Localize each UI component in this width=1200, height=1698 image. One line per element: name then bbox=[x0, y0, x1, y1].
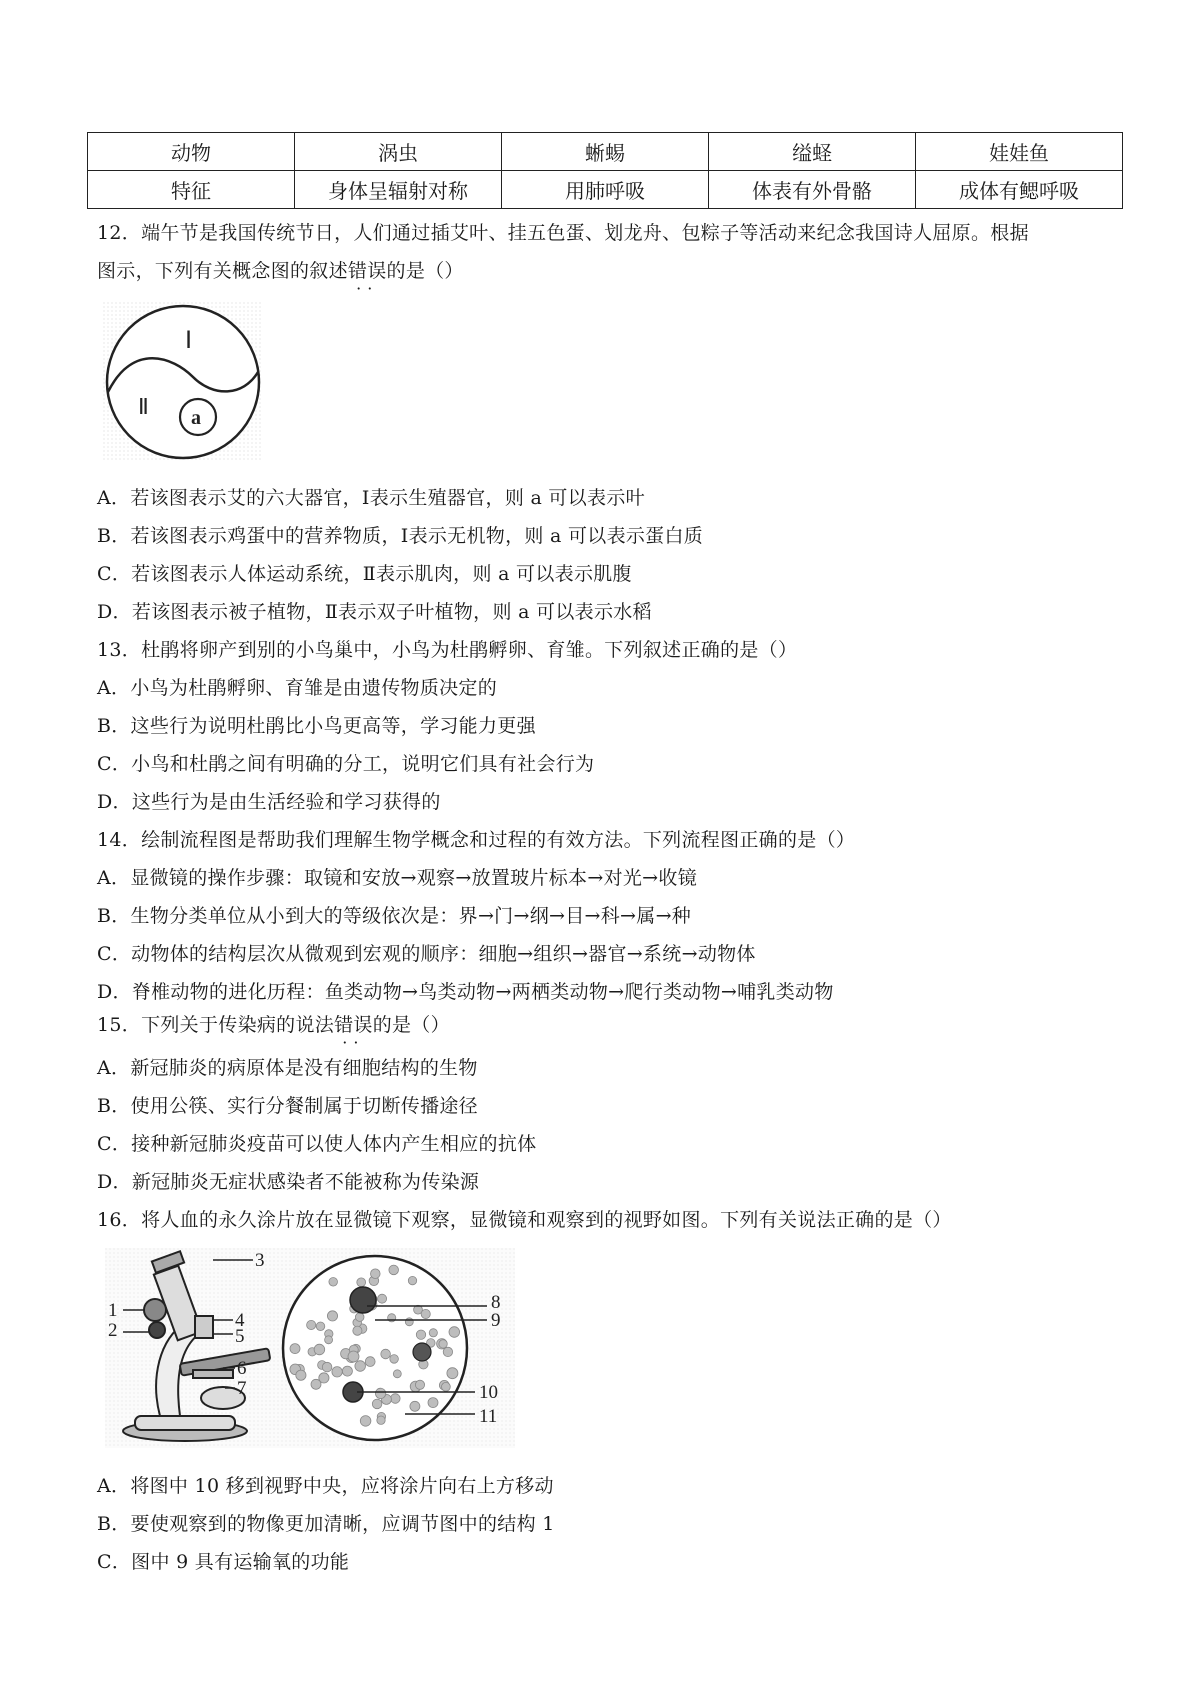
red-blood-cell bbox=[371, 1269, 381, 1279]
red-blood-cell bbox=[377, 1416, 385, 1424]
red-blood-cell bbox=[360, 1416, 371, 1427]
red-blood-cell bbox=[405, 1318, 413, 1326]
q13-option-c: C．小鸟和杜鹃之间有明确的分工，说明它们具有社会行为 bbox=[97, 753, 595, 775]
q16-option-a: A．将图中 10 移到视野中央，应将涂片向右上方移动 bbox=[97, 1475, 554, 1497]
table-cell: 身体呈辐射对称 bbox=[295, 171, 502, 209]
q15-option-d: D．新冠肺炎无症状感染者不能被称为传染源 bbox=[97, 1171, 480, 1193]
q12-emphasis: 错误 ·· bbox=[347, 260, 387, 298]
table-cell: 特征 bbox=[88, 171, 295, 209]
red-blood-cell bbox=[307, 1320, 316, 1329]
red-blood-cell bbox=[447, 1368, 458, 1379]
table-cell: 缢蛏 bbox=[709, 133, 916, 171]
red-blood-cell bbox=[322, 1362, 332, 1372]
red-blood-cell bbox=[290, 1344, 300, 1354]
red-blood-cell bbox=[439, 1340, 447, 1348]
red-blood-cell bbox=[442, 1382, 451, 1391]
q12-option-b: B．若该图表示鸡蛋中的营养物质，Ⅰ表示无机物，则 a 可以表示蛋白质 bbox=[97, 525, 704, 547]
animal-features-table bbox=[87, 132, 1123, 209]
q14-option-c: C．动物体的结构层次从微观到宏观的顺序：细胞→组织→器官→系统→动物体 bbox=[97, 943, 756, 965]
red-blood-cell bbox=[329, 1278, 338, 1287]
q12-option-a: A．若该图表示艾的六大器官，Ⅰ表示生殖器官，则 a 可以表示叶 bbox=[97, 487, 645, 509]
red-blood-cell bbox=[408, 1276, 416, 1284]
red-blood-cell bbox=[389, 1265, 399, 1275]
microscope-and-field-figure bbox=[105, 1248, 515, 1448]
q14-option-d: D．脊椎动物的进化历程：鱼类动物→鸟类动物→两栖类动物→爬行类动物→哺乳类动物 bbox=[97, 981, 834, 1003]
red-blood-cell bbox=[327, 1311, 337, 1321]
concept-circle-figure bbox=[103, 302, 263, 462]
red-blood-cell bbox=[378, 1294, 387, 1303]
microscope-label: 5 bbox=[235, 1326, 245, 1347]
table-row bbox=[88, 133, 1123, 171]
q15-stem bbox=[97, 1010, 450, 1052]
microscope-label: 6 bbox=[237, 1358, 247, 1379]
red-blood-cell bbox=[332, 1367, 342, 1377]
red-blood-cell bbox=[393, 1370, 401, 1378]
label-two: Ⅱ bbox=[138, 394, 149, 419]
red-blood-cell bbox=[415, 1380, 424, 1389]
q12-option-c: C．若该图表示人体运动系统，Ⅱ表示肌肉，则 a 可以表示肌腹 bbox=[97, 563, 632, 585]
q12-stem-post: 的是（） bbox=[386, 260, 464, 282]
q16-stem: 16．将人血的永久涂片放在显微镜下观察，显微镜和观察到的视野如图。下列有关说法正确的是（） bbox=[97, 1209, 952, 1231]
red-blood-cell bbox=[355, 1361, 366, 1372]
q12-stem-line2 bbox=[97, 256, 464, 298]
q13-stem: 13．杜鹃将卵产到别的小鸟巢中，小鸟为杜鹃孵卵、育雏。下列叙述正确的是（） bbox=[97, 639, 798, 661]
red-blood-cell bbox=[390, 1355, 399, 1364]
white-blood-cell bbox=[350, 1287, 376, 1313]
white-blood-cell bbox=[413, 1343, 431, 1361]
red-blood-cell bbox=[325, 1336, 333, 1344]
red-blood-cell bbox=[316, 1322, 325, 1331]
q16-option-c: C．图中 9 具有运输氧的功能 bbox=[97, 1551, 350, 1573]
red-blood-cell bbox=[319, 1373, 329, 1383]
red-blood-cell bbox=[391, 1394, 401, 1404]
q13-option-b: B．这些行为说明杜鹃比小鸟更高等，学习能力更强 bbox=[97, 715, 536, 737]
microscope-label: 1 bbox=[108, 1300, 118, 1321]
field-label: 10 bbox=[479, 1382, 498, 1403]
microscope-label: 7 bbox=[237, 1378, 247, 1399]
outer-circle bbox=[107, 306, 259, 458]
q15-emphasis: 错误 ·· bbox=[334, 1014, 373, 1052]
table-cell: 体表有外骨骼 bbox=[709, 171, 916, 209]
red-blood-cell bbox=[357, 1278, 366, 1287]
red-blood-cell bbox=[410, 1401, 420, 1411]
red-blood-cell bbox=[353, 1326, 362, 1335]
q15-option-b: B．使用公筷、实行分餐制属于切断传播途径 bbox=[97, 1095, 478, 1117]
field-label: 8 bbox=[491, 1292, 501, 1313]
red-blood-cell bbox=[375, 1388, 385, 1398]
red-blood-cell bbox=[372, 1399, 382, 1409]
red-blood-cell bbox=[355, 1313, 364, 1322]
red-blood-cell bbox=[428, 1398, 438, 1408]
q15-stem-pre: 15．下列关于传染病的说法 bbox=[97, 1014, 335, 1036]
red-blood-cell bbox=[342, 1366, 352, 1376]
red-blood-cell bbox=[314, 1344, 325, 1355]
field-label: 9 bbox=[491, 1310, 501, 1331]
red-blood-cell bbox=[365, 1357, 375, 1367]
q12-stem-line1: 12．端午节是我国传统节日，人们通过插艾叶、挂五色蛋、划龙舟、包粽子等活动来纪念我国诗人屈原。根据 bbox=[97, 222, 1029, 244]
red-blood-cell bbox=[421, 1309, 430, 1318]
table-cell: 成体有鳃呼吸 bbox=[916, 171, 1123, 209]
red-blood-cell bbox=[449, 1327, 460, 1338]
red-blood-cell bbox=[296, 1370, 306, 1380]
label-one: Ⅰ bbox=[185, 328, 193, 354]
red-blood-cell bbox=[348, 1351, 359, 1362]
q14-stem: 14．绘制流程图是帮助我们理解生物学概念和过程的有效方法。下列流程图正确的是（） bbox=[97, 829, 856, 851]
q12-emphasis-text: 错误 bbox=[347, 260, 387, 282]
red-blood-cell bbox=[381, 1349, 391, 1359]
q15-option-a: A．新冠肺炎的病原体是没有细胞结构的生物 bbox=[97, 1057, 478, 1079]
microscope-label: 4 bbox=[235, 1310, 245, 1331]
red-blood-cell bbox=[416, 1330, 425, 1339]
table-row bbox=[88, 171, 1123, 209]
q15-emphasis-text: 错误 bbox=[334, 1014, 373, 1036]
table-cell: 蜥蜴 bbox=[502, 133, 709, 171]
q12-stem-pre: 图示，下列有关概念图的叙述 bbox=[97, 260, 348, 282]
q13-option-a: A．小鸟为杜鹃孵卵、育雏是由遗传物质决定的 bbox=[97, 677, 498, 699]
q14-option-a: A．显微镜的操作步骤：取镜和安放→观察→放置玻片标本→对光→收镜 bbox=[97, 867, 698, 889]
q15-option-c: C．接种新冠肺炎疫苗可以使人体内产生相应的抗体 bbox=[97, 1133, 537, 1155]
red-blood-cell bbox=[429, 1329, 437, 1337]
microscope-label: 2 bbox=[108, 1320, 118, 1341]
table-cell: 用肺呼吸 bbox=[502, 171, 709, 209]
q15-stem-post: 的是（） bbox=[372, 1014, 450, 1036]
label-a: a bbox=[191, 407, 201, 429]
field-label: 11 bbox=[479, 1406, 498, 1427]
q14-option-b: B．生物分类单位从小到大的等级依次是：界→门→纲→目→科→属→种 bbox=[97, 905, 692, 927]
q13-option-d: D．这些行为是由生活经验和学习获得的 bbox=[97, 791, 441, 813]
table-cell: 动物 bbox=[88, 133, 295, 171]
q12-option-d: D．若该图表示被子植物，Ⅱ表示双子叶植物，则 a 可以表示水稻 bbox=[97, 601, 652, 623]
q16-option-b: B．要使观察到的物像更加清晰，应调节图中的结构 1 bbox=[97, 1513, 555, 1535]
table-cell: 涡虫 bbox=[295, 133, 502, 171]
table-cell: 娃娃鱼 bbox=[916, 133, 1123, 171]
microscope-label: 3 bbox=[255, 1250, 265, 1271]
